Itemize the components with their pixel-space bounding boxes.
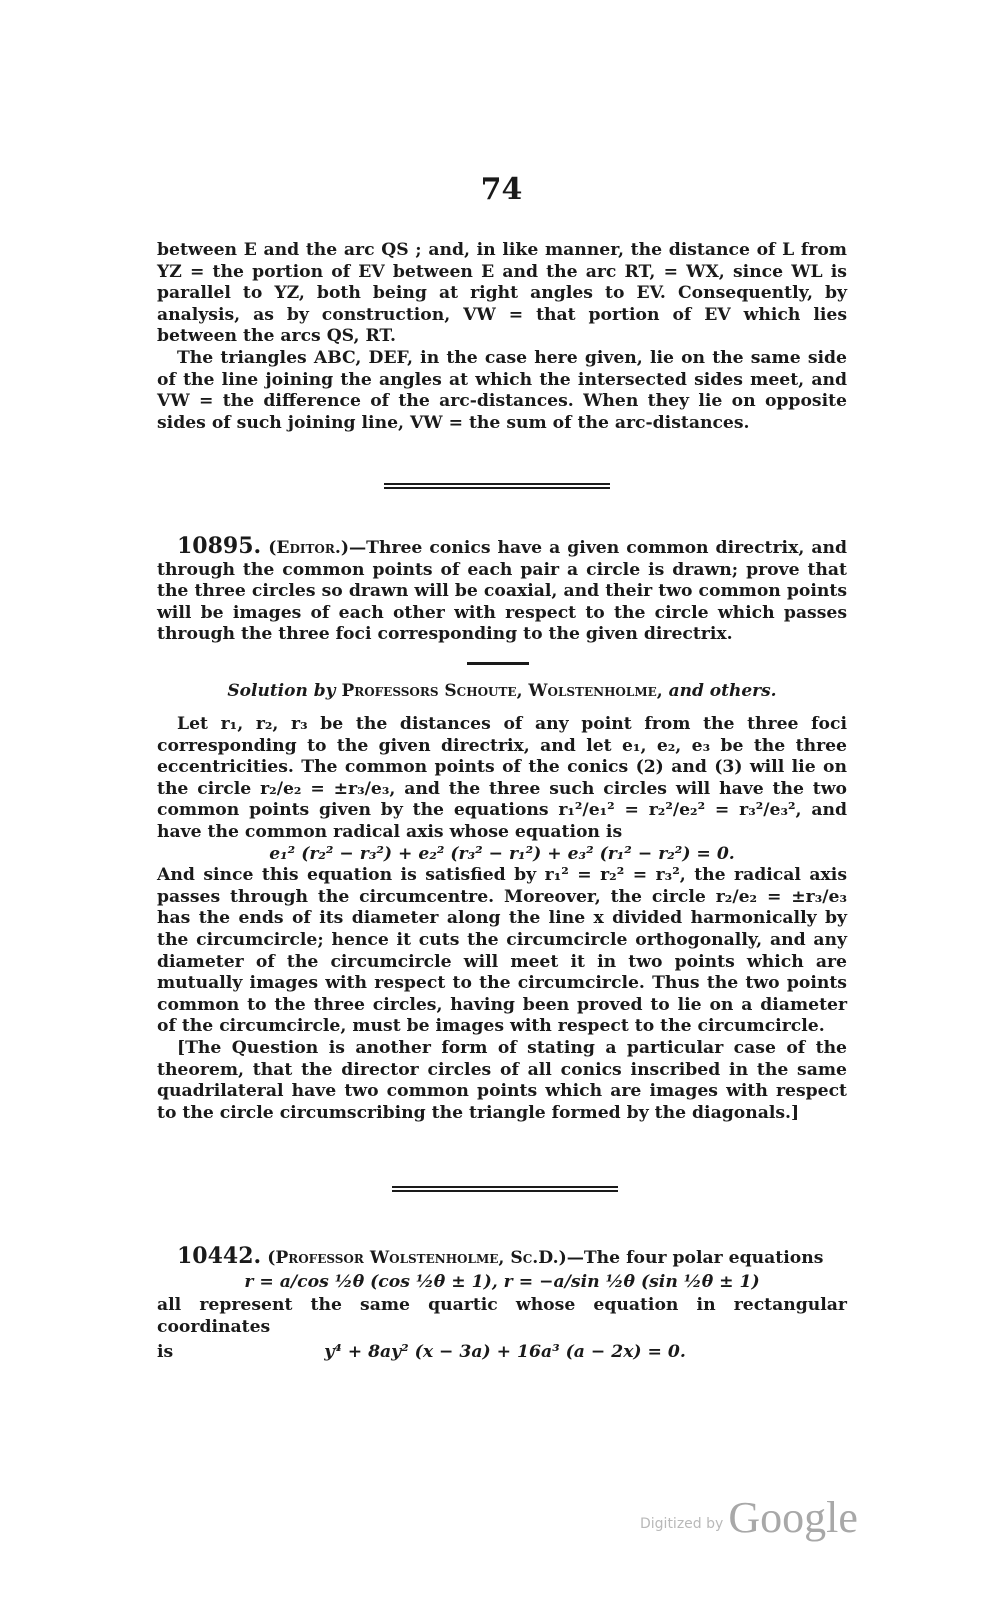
page-number: 74 — [480, 172, 523, 207]
section-divider — [384, 483, 610, 489]
intro-paragraph-1: between E and the arc QS ; and, in like manner, the distance of L from YZ = the portion of EV between E and the arc RT, = WX, since WL is parallel to YZ, both being at right angles to EV. Consequently, by analysis, as by construction, VW = that portion of EV which lies between the arcs QS, RT. — [157, 240, 847, 347]
solution-paragraph-2: And since this equation is satisfied by r₁² = r₂² = r₃², the radical axis passes through the circumcentre. Moreover, the circle r₂/e₂ = ±r₃/e₃ has the ends of its diameter along the line x divided harmonically by the circumcircle; hence it cuts the circumcircle orthogonally, and any diameter of the circumcircle will meet it in two points which are mutually images with respect to the circumcircle. Thus the two points common to the three circles, having been proved to lie on a diameter of the circumcircle, must be images with respect to the circumcircle. — [157, 865, 847, 1037]
quartic-equation: y⁴ + 8ay² (x − 3a) + 16a³ (a − 2x) = 0. — [324, 1342, 686, 1363]
short-divider — [467, 662, 529, 665]
question-number: 10895. — [177, 533, 262, 559]
is-word: is — [157, 1342, 174, 1363]
solution-heading — [157, 681, 847, 701]
question-10442 — [157, 1243, 847, 1364]
solution-note: [The Question is another form of stating a particular case of the theorem, that the director circles of all conics inscribed in the same quadrilateral have two common points which are images with respect to the circle circumscribing the triangle formed by the diagonals.] — [157, 1037, 847, 1123]
watermark-prefix: Digitized by — [640, 1516, 724, 1532]
solution-tail: and others. — [668, 681, 777, 701]
intro-paragraph-2: The triangles ABC, DEF, in the case here given, lie on the same side of the line joining the angles at which the intersected sides meet, and VW = the difference of the arc-distances. When they lie on opposite sides of such joining line, VW = the sum of the arc-distances. — [157, 347, 847, 433]
question-lead-2: —The four polar equations — [566, 1248, 824, 1268]
question-text: —Three conics have a given common directrix, and through the common points of each pair a circle is drawn; prove that the three circles so drawn will be coaxial, and their two common points will be images of each other with respect to the circle which passes through the three foci corresponding to the given directrix. — [157, 538, 847, 645]
radical-axis-equation: e₁² (r₂² − r₃²) + e₂² (r₃² − r₁²) + e₃² (r₁² − r₂²) = 0. — [269, 843, 735, 864]
digitized-watermark — [640, 1492, 858, 1543]
question-proposer-2: (Professor Wolstenholme, Sc.D.) — [267, 1248, 567, 1268]
google-logo: Google — [728, 1493, 858, 1542]
solution-paragraph-1: Let r₁, r₂, r₃ be the distances of any point from the three foci corresponding to the given directrix, and let e₁, e₂, e₃ be the three eccentricities. The common points of the conics (2) and (3) will lie on the circle r₂/e₂ = ±r₃/e₃, and the three such circles will have the two common points given by the equations r₁²/e₁² = r₂²/e₂² = r₃²/e₃², and have the common radical axis whose equation is — [157, 714, 847, 842]
solution-body — [157, 714, 847, 1124]
intro-section — [157, 240, 847, 434]
section-divider-2 — [392, 1186, 618, 1192]
question-proposer: (Editor.) — [268, 538, 349, 558]
solution-lead: Solution by — [227, 681, 336, 701]
question-number-2: 10442. — [177, 1243, 262, 1269]
question-10895 — [157, 533, 847, 646]
solution-authors: Professors Schoute, Wolstenholme, — [341, 681, 663, 701]
question-text-2: all represent the same quartic whose equation in rectangular coordinates — [157, 1295, 847, 1337]
polar-equations: r = a/cos ½θ (cos ½θ ± 1), r = −a/sin ½θ (sin ½θ ± 1) — [244, 1271, 760, 1292]
